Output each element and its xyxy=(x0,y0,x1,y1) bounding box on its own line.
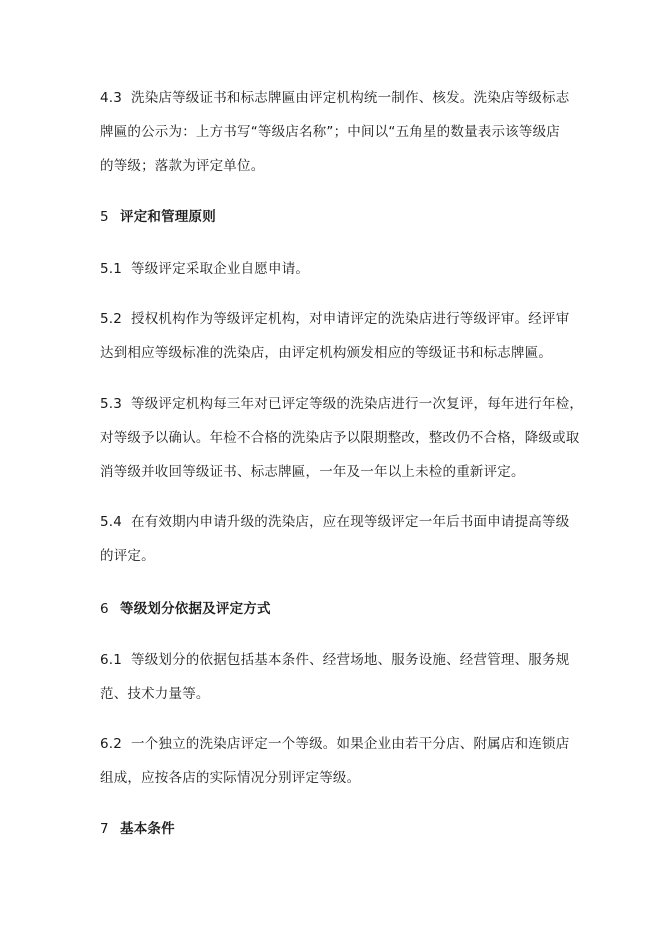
section-number: 7 xyxy=(100,821,109,837)
clause-number: 6.2 xyxy=(100,736,123,752)
clause-text: 等级评定机构每三年对已评定等级的洗染店进行一次复评，每年进行年检， xyxy=(131,396,584,412)
clause-line: 的等级；落款为评定单位。 xyxy=(100,158,265,174)
clause-number: 5.1 xyxy=(100,261,123,277)
clause-text: 等级评定采取企业自愿申请。 xyxy=(131,261,310,277)
clause-line: 的评定。 xyxy=(100,548,155,564)
clause-line xyxy=(100,387,584,421)
clause-5-3 xyxy=(100,387,584,489)
clause-number: 5.4 xyxy=(100,514,123,530)
section-title: 等级划分依据及评定方式 xyxy=(120,601,271,617)
section-title: 基本条件 xyxy=(120,821,175,837)
clause-line xyxy=(100,81,570,115)
clause-number: 4.3 xyxy=(100,90,123,106)
section-heading-5 xyxy=(100,200,570,234)
clause-line: 牌匾的公示为：上方书写“等级店名称”；中间以“五角星的数量表示该等级店 xyxy=(100,124,560,140)
clause-6-1 xyxy=(100,643,570,711)
clause-text: 洗染店等级证书和标志牌匾由评定机构统一制作、核发。洗染店等级标志 xyxy=(131,90,570,106)
clause-line: 组成，应按各店的实际情况分别评定等级。 xyxy=(100,770,361,786)
clause-line: 范、技术力量等。 xyxy=(100,686,210,702)
clause-5-4 xyxy=(100,505,570,573)
section-title: 评定和管理原则 xyxy=(120,209,216,225)
clause-text: 授权机构作为等级评定机构，对申请评定的洗染店进行等级评审。经评审 xyxy=(131,311,570,327)
clause-line: 达到相应等级标准的洗染店，由评定机构颁发相应的等级证书和标志牌匾。 xyxy=(100,345,553,361)
clause-6-2 xyxy=(100,727,570,795)
clause-line: 对等级予以确认。年检不合格的洗染店予以限期整改，整改仍不合格，降级或取 xyxy=(100,430,580,446)
section-number: 5 xyxy=(100,209,109,225)
clause-4-3 xyxy=(100,81,570,183)
section-heading-7 xyxy=(100,812,570,846)
clause-line xyxy=(100,505,570,539)
clause-line: 消等级并收回等级证书、标志牌匾，一年及一年以上未检的重新评定。 xyxy=(100,464,525,480)
clause-line xyxy=(100,252,570,286)
clause-line xyxy=(100,727,570,761)
clause-number: 5.2 xyxy=(100,311,123,327)
clause-number: 5.3 xyxy=(100,396,123,412)
clause-line xyxy=(100,302,570,336)
clause-line xyxy=(100,643,570,677)
clause-text: 在有效期内申请升级的洗染店，应在现等级评定一年后书面申请提高等级 xyxy=(131,514,570,530)
clause-5-1 xyxy=(100,252,570,286)
section-heading-6 xyxy=(100,592,570,626)
clause-text: 一个独立的洗染店评定一个等级。如果企业由若干分店、附属店和连锁店 xyxy=(131,736,570,752)
clause-number: 6.1 xyxy=(100,652,123,668)
clause-5-2 xyxy=(100,302,570,370)
section-number: 6 xyxy=(100,601,109,617)
clause-text: 等级划分的依据包括基本条件、经营场地、服务设施、经营管理、服务规 xyxy=(131,652,570,668)
